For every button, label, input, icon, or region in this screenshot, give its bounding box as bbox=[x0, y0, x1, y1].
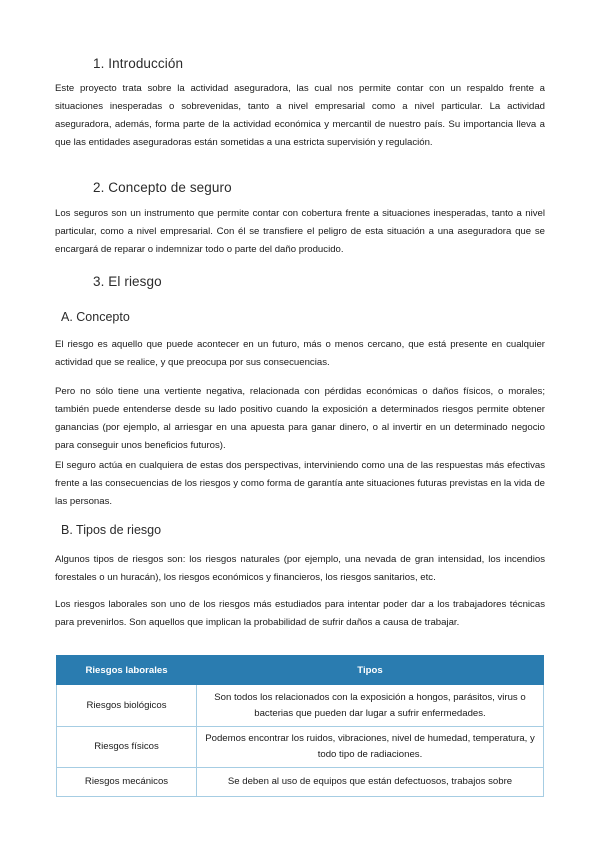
paragraph-seguro-perspectivas: El seguro actúa en cualquiera de estas dos perspectivas, interviniendo como una de las respuestas más efectivas frente a las consecuencias de los riesgos y como forma de garantía ante situaciones futuras previstas en la vida de las personas. bbox=[55, 460, 545, 507]
subheading-concepto: A. Concepto bbox=[61, 310, 130, 324]
table-header-riesgos: Riesgos laborales bbox=[57, 656, 197, 685]
table-cell-desc: Podemos encontrar los ruidos, vibraciones, nivel de humedad, temperatura, y todo tipo de radiaciones. bbox=[197, 727, 544, 768]
table-row bbox=[57, 727, 544, 768]
paragraph-riesgo-vertientes: Pero no sólo tiene una vertiente negativa, relacionada con pérdidas económicas o daños físicos, o morales; también puede entenderse desde su lado positivo cuando la exposición a determinados riesgos permite obtener ganancias (por ejemplo, al arriesgar en una apuesta para ganar dinero, o al invertir en un determinado negocio para conseguir unos beneficios futuros). bbox=[55, 386, 545, 451]
heading-el-riesgo: 3. El riesgo bbox=[93, 274, 162, 289]
table-cell-desc: Son todos los relacionados con la exposición a hongos, parásitos, virus o bacterias que pueden dar lugar a sufrir enfermedades. bbox=[197, 685, 544, 727]
paragraph-riesgos-laborales: Los riesgos laborales son uno de los riesgos más estudiados para intentar poder dar a los trabajadores técnicas para prevenirlos. Son aquellos que implican la probabilidad de sufrir daños a causa de trabajar. bbox=[55, 599, 545, 628]
paragraph-introduccion: Este proyecto trata sobre la actividad aseguradora, las cual nos permite contar con un respaldo frente a situaciones inesperadas o sobrevenidas, tanto a nivel empresarial como a nivel particular. La actividad aseguradora, además, forma parte de la actividad económica y mercantil de nuestro país. Su importancia lleva a que las entidades aseguradoras están sometidas a una estricta supervisión y regulación. bbox=[55, 83, 545, 148]
riesgos-laborales-table bbox=[56, 655, 544, 797]
paragraph-riesgo-definicion: El riesgo es aquello que puede acontecer en un futuro, más o menos cercano, que está presente en cualquier actividad que se realice, y que preocupa por sus consecuencias. bbox=[55, 339, 545, 368]
table-header-tipos: Tipos bbox=[197, 656, 544, 685]
table-header-row bbox=[57, 656, 544, 685]
table-cell-type: Riesgos biológicos bbox=[57, 685, 197, 727]
subheading-tipos-de-riesgo: B. Tipos de riesgo bbox=[61, 523, 162, 537]
table-cell-desc: Se deben al uso de equipos que están defectuosos, trabajos sobre bbox=[197, 768, 544, 797]
table-row bbox=[57, 685, 544, 727]
table-cell-type: Riesgos mecánicos bbox=[57, 768, 197, 797]
paragraph-tipos-de-riesgo: Algunos tipos de riesgos son: los riesgos naturales (por ejemplo, una nevada de gran intensidad, los incendios forestales o un huracán), los riesgos económicos y financieros, los riesgos sanitarios, etc. bbox=[55, 554, 545, 583]
table-row bbox=[57, 768, 544, 797]
heading-introduccion: 1. Introducción bbox=[93, 56, 184, 71]
paragraph-concepto-de-seguro: Los seguros son un instrumento que permite contar con cobertura frente a situaciones inesperadas, tanto a nivel particular, como a nivel empresarial. Con él se transfiere el peligro de esta situación a una aseguradora que se encargará de reparar o indemnizar todo o parte del daño producido. bbox=[55, 208, 545, 255]
heading-concepto-de-seguro: 2. Concepto de seguro bbox=[93, 180, 232, 195]
table-cell-type: Riesgos físicos bbox=[57, 727, 197, 768]
